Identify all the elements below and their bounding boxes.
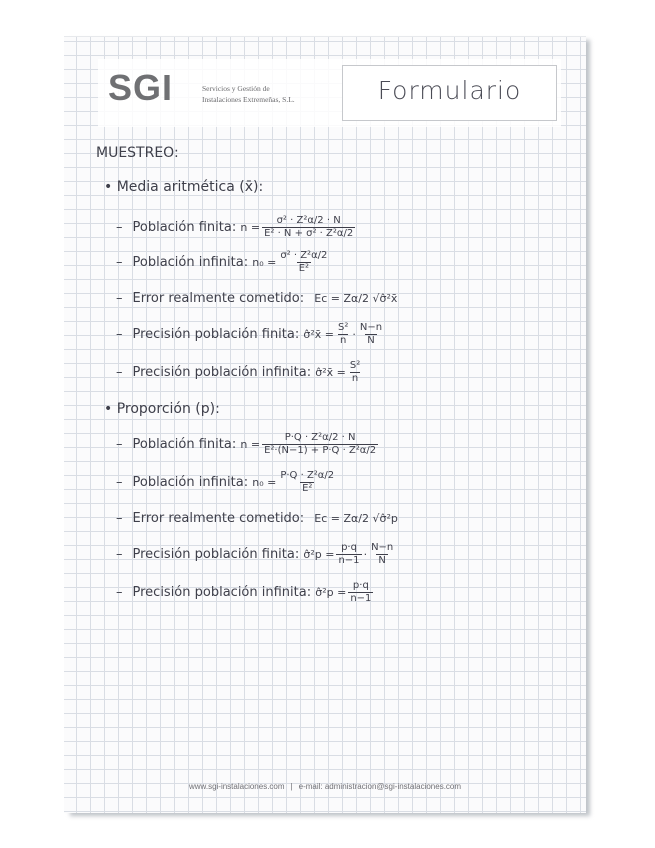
formula-row: – Población infinita: n₀ = $\frac{\text{σ² · Z²α/2}}{\text{E²}}$ (116, 250, 331, 275)
footer-website-link[interactable]: www.sgi-instalaciones.com (188, 782, 285, 791)
formula-numerator: p·q (352, 580, 369, 591)
formula-row: – Población infinita: n₀ = $\frac{\text{P·Q · Z²α/2}}{\text{E²}}$ (116, 470, 338, 495)
formula-label: Precisión población infinita: (132, 365, 312, 380)
formula-numerator: N−n (359, 322, 383, 333)
formula-row: – Población finita: n = $\frac{\text{σ² · Z²α/2 · N}}{\text{E² · N + σ² · Z²α/2}}$ (116, 215, 357, 240)
formula-denominator: N (378, 555, 386, 566)
formula-expression: σ̂²p = $\frac{p\cdot q}{n-1}$ · $\frac{N-n}{N}$ (303, 542, 394, 566)
formula-expression: σ̂²p = $\frac{p\cdot q}{n-1}$ (315, 580, 372, 604)
sgi-logo: SGI (108, 67, 174, 108)
footer-email-link[interactable]: e-mail: administracion@sgi-instalaciones.com (298, 782, 462, 791)
formula-numerator: S² (338, 322, 349, 333)
formula-expression: Ec = Zα/2 √σ̂²x̄ (314, 292, 398, 305)
formula-label: Población infinita: (132, 255, 249, 270)
formula-expression: n₀ = $\frac{\text{P·Q · Z²α/2}}{\text{E²}}$ (252, 470, 335, 494)
formula-expression: σ̂²x̄ = $\frac{\text{S²}}{n}$ · $\frac{N-n}{N}$ (303, 322, 383, 346)
graph-paper-page (64, 36, 586, 813)
group-heading-media: • Media aritmética (x̄): (104, 179, 264, 195)
company-name-line2: Instalaciones Extremeñas, S.L. (202, 95, 295, 104)
section-title: MUESTREO: (96, 145, 179, 161)
formula-row: – Precisión población finita: σ̂²x̄ = $\frac{\text{S²}}{n}$ · $\frac{N-n}{N}$ (116, 322, 386, 347)
formula-label: Población finita: (132, 220, 237, 235)
formula-label: Precisión población finita: (132, 547, 300, 562)
formula-expression: n = $\frac{\text{σ² · Z²α/2 · N}}{\text{E² · N + σ² · Z²α/2}}$ (240, 215, 354, 239)
formula-row: – Error realmente cometido: Ec = Zα/2 √σ̂²x̄ (116, 291, 398, 306)
formula-expression: σ̂²x̄ = $\frac{\text{S²}}{n}$ (315, 360, 361, 384)
formula-denominator: E² · N + σ² · Z²α/2 (264, 228, 354, 239)
formula-denominator: n−1 (350, 593, 372, 604)
formula-numerator: N−n (371, 542, 394, 553)
formula-numerator: P·Q · Z²α/2 · N (284, 432, 356, 443)
formula-row: – Población finita: n = $\frac{\text{P·Q · Z²α/2 · N}}{\text{E²·(N−1) + P·Q · Z²α/2}}$ (116, 432, 380, 457)
group-heading-proporcion: • Proporción (p): (104, 401, 220, 417)
formula-denominator: N (367, 335, 375, 346)
footer-separator: | (290, 782, 293, 791)
formula-numerator: p·q (341, 542, 357, 553)
formula-label: Población infinita: (132, 475, 249, 490)
footer (64, 782, 586, 791)
formula-numerator: σ² · Z²α/2 (280, 250, 328, 261)
formula-denominator: n−1 (338, 555, 360, 566)
formula-numerator: P·Q · Z²α/2 (280, 470, 335, 481)
formula-row: – Precisión población finita: σ̂²p = $\frac{p\cdot q}{n-1}$ · $\frac{N-n}{N}$ (116, 542, 397, 567)
formula-expression: n = $\frac{\text{P·Q · Z²α/2 · N}}{\text{E²·(N−1) + P·Q · Z²α/2}}$ (240, 432, 377, 456)
formula-numerator: σ² · Z²α/2 · N (276, 215, 341, 226)
formula-denominator: E² (302, 483, 313, 494)
formula-denominator: n (340, 335, 347, 346)
formula-expression: Ec = Zα/2 √σ̂²p (314, 512, 398, 525)
formula-label: Error realmente cometido: (132, 291, 305, 306)
page-title: Formulario (377, 76, 522, 105)
formula-row: – Precisión población infinita: σ̂²p = $\frac{p\cdot q}{n-1}$ (116, 580, 375, 605)
formula-numerator: S² (349, 360, 361, 371)
formula-label: Error realmente cometido: (132, 511, 305, 526)
formula-label: Precisión población infinita: (132, 585, 312, 600)
formula-denominator: E²·(N−1) + P·Q · Z²α/2 (264, 445, 377, 456)
formula-label: Población finita: (132, 437, 237, 452)
company-name-line1: Servicios y Gestión de (202, 84, 270, 93)
formula-expression: n₀ = $\frac{\text{σ² · Z²α/2}}{\text{E²}}$ (252, 250, 328, 274)
formula-label: Precisión población finita: (132, 327, 300, 342)
title-box (342, 65, 557, 121)
formula-denominator: E² (298, 263, 310, 274)
formula-row: – Precisión población infinita: σ̂²x̄ = $\frac{\text{S²}}{n}$ (116, 360, 364, 385)
formula-denominator: n (351, 373, 359, 384)
formula-row: – Error realmente cometido: Ec = Zα/2 √σ̂²p (116, 511, 398, 526)
